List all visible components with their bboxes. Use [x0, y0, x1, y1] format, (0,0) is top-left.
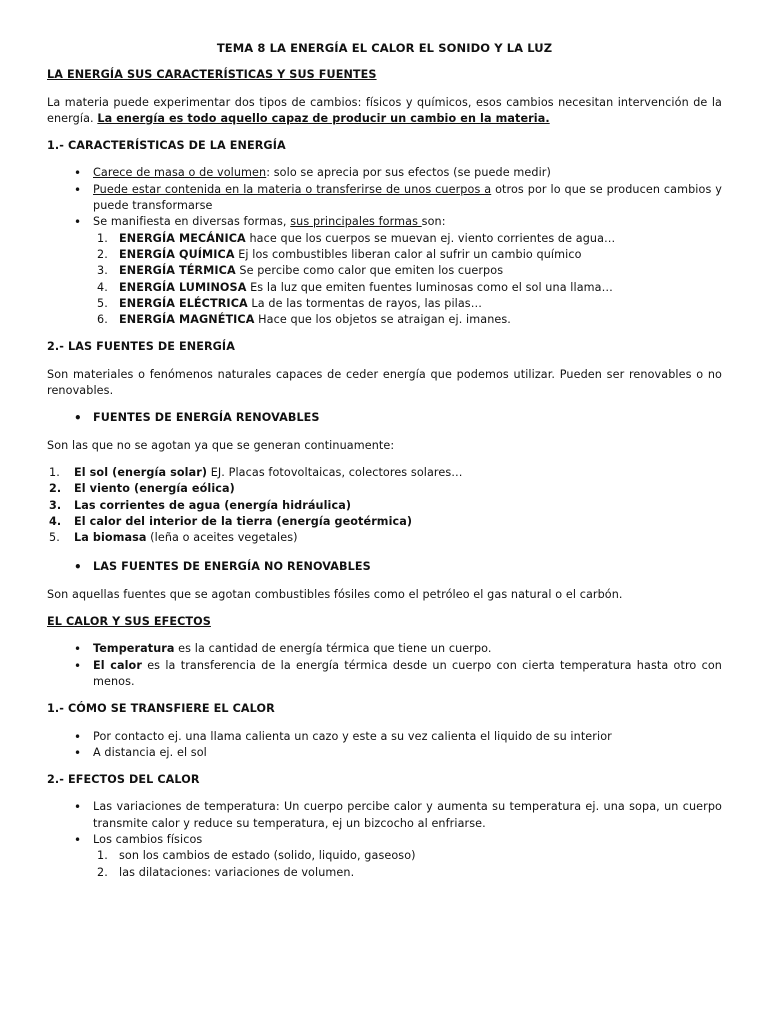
item-text: EJ. Placas fotovoltaicas, colectores solares… [207, 465, 463, 479]
list-item [47, 641, 722, 657]
list-item [93, 848, 722, 864]
item-bold: ENERGÍA MAGNÉTICA [119, 313, 255, 327]
item-number: 2. [49, 482, 62, 496]
no-renovables-intro: Son aquellas fuentes que se agotan combustibles fósiles como el petróleo el gas natural o el carbón. [47, 587, 623, 601]
renovables-intro: Son las que no se agotan ya que se generan continuamente: [47, 438, 395, 452]
list-item [47, 165, 722, 181]
document-page [47, 40, 722, 881]
list-item: • Las variaciones de temperatura: Un cuerpo percibe calor y aumenta su temperatura ej. una sopa, un cuerpo transmite calor y reduce su temperatura, ej un bizcocho al enfriarse. [47, 799, 722, 832]
item-bold: El calor del interior de la tierra (energía geotérmica) [74, 514, 413, 528]
item-text: Los cambios físicos [93, 832, 203, 846]
item-bold: ENERGÍA MECÁNICA [119, 231, 246, 245]
renovables-heading: • FUENTES DE ENERGÍA RENOVABLES [47, 410, 722, 426]
item-bold: El viento (energía eólica) [74, 482, 235, 496]
item-number: 4. [97, 280, 108, 294]
item-text: es la cantidad de energía térmica que tiene un cuerpo. [174, 642, 492, 656]
item-bold: ENERGÍA TÉRMICA [119, 264, 236, 278]
item-underlined: Carece de masa o de volumen [93, 166, 267, 180]
item-bold: ENERGÍA ELÉCTRICA [119, 296, 248, 310]
heading-efectos: 2.- EFECTOS DEL CALOR [47, 773, 200, 787]
item-bold: Las corrientes de agua (energía hidráulica) [74, 498, 352, 512]
item-number: 3. [97, 264, 108, 278]
item-bold: El calor [93, 658, 142, 672]
list-item [47, 658, 722, 691]
item-underlined: sus principales formas [290, 215, 422, 229]
item-text: Se manifiesta en diversas formas, [93, 215, 291, 229]
list-item [93, 263, 722, 279]
energy-definition: La energía es todo aquello capaz de producir un cambio en la materia. [97, 111, 550, 125]
item-text: Ej los combustibles liberan calor al sufrir un cambio químico [234, 247, 582, 261]
item-number: 3. [49, 498, 62, 512]
heading-fuentes: 2.- LAS FUENTES DE ENERGÍA [47, 340, 235, 354]
efectos-list [47, 799, 722, 880]
caracteristicas-list [47, 165, 722, 328]
list-item [93, 231, 722, 247]
list-item [93, 296, 722, 312]
item-number: 1. [49, 465, 60, 479]
renovables-list [28, 465, 722, 546]
item-text: Hace que los objetos se atraigan ej. imanes. [254, 313, 511, 327]
item-underlined: Puede estar contenida en la materia o transferirse de unos cuerpos a [93, 182, 492, 196]
item-number: 2. [97, 247, 108, 261]
item-bold: ENERGÍA QUÍMICA [119, 247, 235, 261]
intro-paragraph [47, 95, 722, 128]
item-text: La de las tormentas de rayos, las pilas… [247, 296, 483, 310]
list-item: • Por contacto ej. una llama calienta un cazo y este a su vez calienta el liquido de su interior [47, 729, 722, 745]
item-text: son los cambios de estado (solido, liquido, gaseoso) [119, 849, 416, 863]
list-item [93, 280, 722, 296]
no-renovables-heading-list [47, 559, 722, 575]
item-text: Es la luz que emiten fuentes luminosas como el sol una llama… [246, 280, 613, 294]
item-number: 1. [97, 849, 108, 863]
item-text: otros por lo que se producen cambios y puede transformarse [93, 182, 722, 213]
list-item [47, 214, 722, 328]
item-bold: La biomasa [74, 531, 147, 545]
list-item [28, 530, 722, 546]
list-item [28, 465, 722, 481]
no-renovables-heading: • LAS FUENTES DE ENERGÍA NO RENOVABLES [47, 559, 722, 575]
item-number: 6. [97, 313, 108, 327]
list-item [28, 514, 722, 530]
fuentes-intro: Son materiales o fenómenos naturales capaces de ceder energía que podemos utilizar. Pueden ser renovables o no renovables. [47, 367, 722, 398]
item-bold: El sol (energía solar) [74, 465, 208, 479]
list-item: • A distancia ej. el sol [47, 745, 722, 761]
item-text: las dilataciones: variaciones de volumen. [119, 865, 355, 879]
renovables-heading-list [47, 410, 722, 426]
item-number: 5. [49, 531, 60, 545]
section-heading-energia: LA ENERGÍA SUS CARACTERÍSTICAS Y SUS FUENTES [47, 68, 377, 82]
item-text: son: [421, 215, 446, 229]
list-item [47, 832, 722, 881]
list-item [28, 481, 722, 497]
item-text: hace que los cuerpos se muevan ej. viento corrientes de agua… [245, 231, 616, 245]
heading-caracteristicas: 1.- CARACTERÍSTICAS DE LA ENERGÍA [47, 139, 286, 153]
list-item [93, 247, 722, 263]
item-text: Se percibe como calor que emiten los cuerpos [235, 264, 504, 278]
cambios-list [93, 848, 722, 881]
item-number: 5. [97, 296, 108, 310]
item-text: es la transferencia de la energía térmica desde un cuerpo con cierta temperatura hasta otro con menos. [93, 658, 722, 688]
section-heading-calor: EL CALOR Y SUS EFECTOS [47, 615, 211, 629]
heading-transfiere: 1.- CÓMO SE TRANSFIERE EL CALOR [47, 702, 275, 716]
formas-list [93, 231, 722, 329]
calor-list [47, 641, 722, 690]
transfiere-list [47, 729, 722, 762]
item-number: 1. [97, 231, 108, 245]
item-number: 2. [97, 865, 108, 879]
document-title: TEMA 8 LA ENERGÍA EL CALOR EL SONIDO Y LA LUZ [216, 41, 553, 55]
list-item [47, 182, 722, 215]
item-bold: Temperatura [93, 642, 175, 656]
intro-text: La materia puede experimentar dos tipos de cambios: físicos y químicos, esos cambios necesitan intervención de la energía. [47, 95, 722, 125]
list-item [28, 498, 722, 514]
list-item [93, 312, 722, 328]
list-item [93, 865, 722, 881]
item-number: 4. [49, 514, 62, 528]
item-text: : solo se aprecia por sus efectos (se puede medir) [266, 166, 551, 180]
item-text: (leña o aceites vegetales) [146, 531, 298, 545]
item-bold: ENERGÍA LUMINOSA [119, 280, 247, 294]
